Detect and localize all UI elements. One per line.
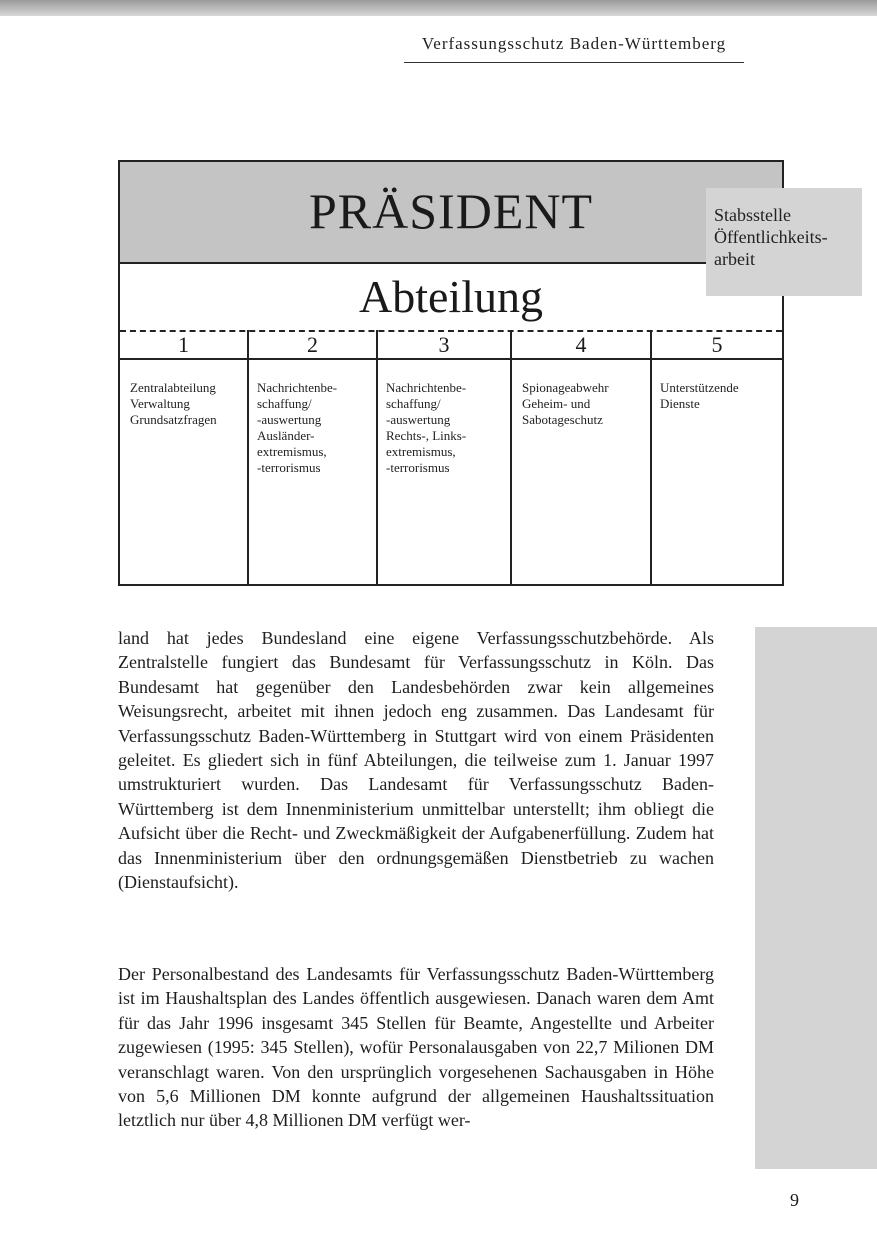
department-4-description: Spionageabwehr Geheim- und Sabotageschutz (522, 380, 609, 427)
department-1-description: Zentralabteilung Verwaltung Grundsatzfragen (130, 380, 217, 427)
column-divider (376, 330, 378, 584)
department-2-description: Nachrichtenbe- schaffung/ -auswertung Ausländer- extremismus, -terrorismus (257, 380, 338, 475)
page-number: 9 (790, 1190, 799, 1210)
column-divider (650, 330, 652, 584)
column-divider (510, 330, 512, 584)
department-5-number: 5 (711, 332, 723, 357)
header-rule (404, 62, 744, 63)
president-box (120, 162, 782, 264)
scan-top-edge (0, 0, 877, 16)
department-5-description: Unterstützende Dienste (660, 380, 739, 411)
department-2-number: 2 (307, 332, 318, 357)
department-1-number: 1 (178, 332, 189, 357)
number-row-divider (120, 358, 782, 360)
margin-bar (755, 627, 877, 1169)
department-3-description: Nachrichtenbe- schaffung/ -auswertung Rechts-, Links- extremismus, -terrorismus (386, 380, 467, 475)
department-3-number: 3 (438, 332, 450, 357)
running-header: Verfassungsschutz Baden-Württemberg (421, 34, 727, 53)
column-divider (247, 330, 249, 584)
departments-title: Abteilung (359, 271, 543, 322)
president-title: PRÄSIDENT (308, 183, 594, 239)
body-paragraph: land hat jedes Bundesland eine eigene Verfassungsschutzbehörde. Als Zentralstelle fungiert das Bundesamt für Verfassungsschutz in Köln. Das Bundesamt hat gegenüber den Landesbehörden zwar kein allgemeines Weisungsrecht, arbeitet mit ihnen jedoch eng zusammen. Das Landesamt für Verfassungsschutz Baden-Württemberg in Stuttgart wird von einem Präsidenten geleitet. Es gliedert sich in fünf Abteilungen, die teilweise zum 1. Januar 1997 umstrukturiert wurden. Das Landesamt für Verfassungsschutz Baden-Württemberg ist dem Innenministerium unmittelbar unterstellt; ihm obliegt die Aufsicht über die Recht- und Zweckmäßigkeit der Aufgabenerfüllung. Zudem hat das Innenministerium über den ordnungsgemäßen Dienstbetrieb zu wachen (Dienstaufsicht). (118, 628, 714, 893)
org-chart (118, 160, 784, 586)
body-paragraph: Der Personalbestand des Landesamts für Verfassungsschutz Baden-Württemberg ist im Haushaltsplan des Landes öffentlich ausgewiesen. Danach waren dem Amt für das Jahr 1996 insgesamt 345 Stellen für Beamte, Angestellte und Arbeiter zugewiesen (1995: 345 Stellen), wofür Personalausgaben von 22,7 Milionen DM veranschlagt waren. Von den ursprünglich vorgesehenen Sachausgaben in Höhe von 5,6 Millionen DM konnte aufgrund der allgemeinen Haushaltssituation letztlich nur über 4,8 Millionen DM verfügt wer- (118, 964, 714, 1131)
staff-unit-box: Stabsstelle Öffentlichkeits- arbeit (706, 188, 862, 296)
department-4-number: 4 (575, 332, 587, 357)
